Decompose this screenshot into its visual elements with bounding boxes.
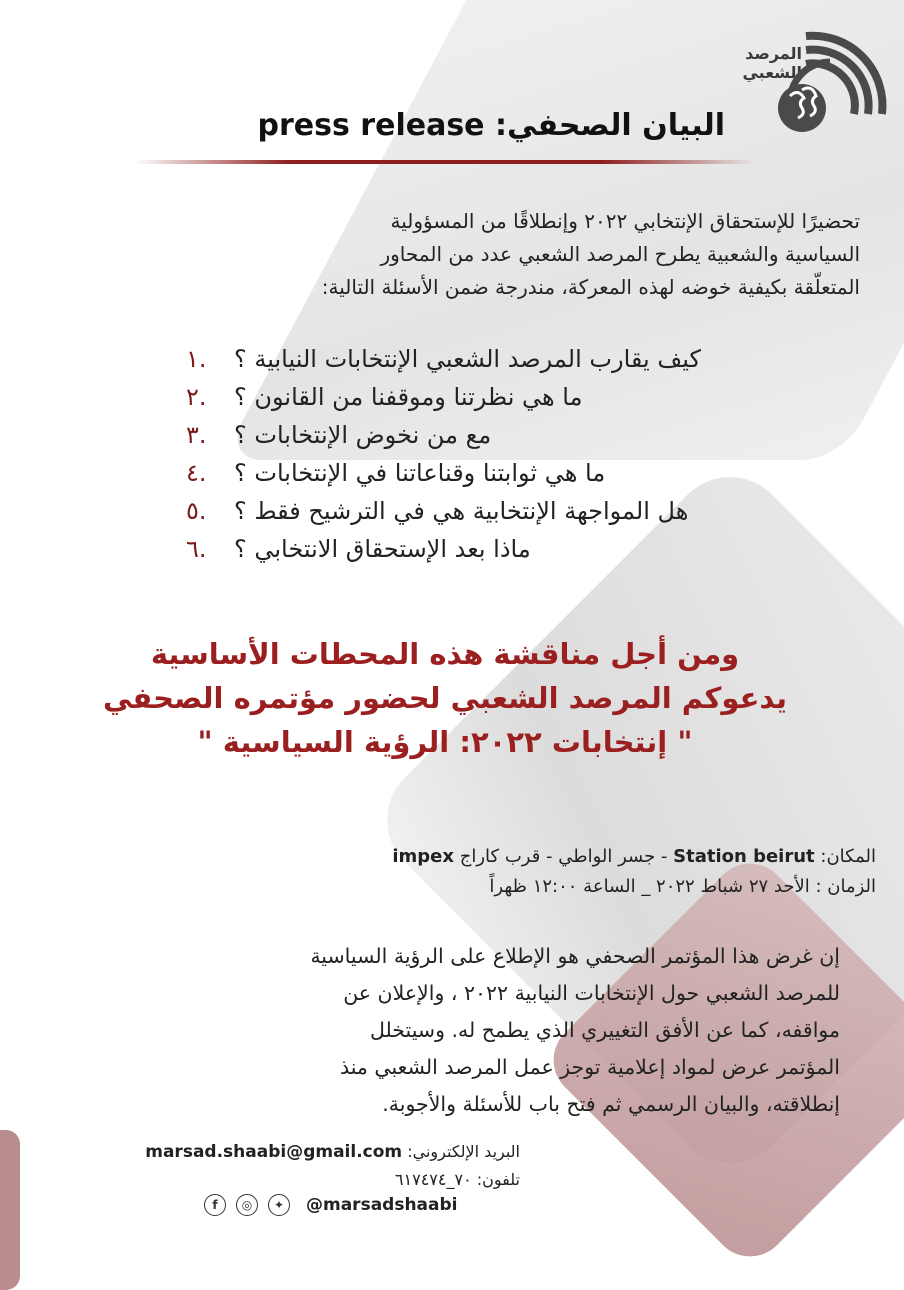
question-number: .٦ <box>186 535 207 563</box>
phone-row <box>30 1166 520 1193</box>
question-item <box>180 454 880 492</box>
purpose-line: إنطلاقته، والبيان الرسمي ثم فتح باب للأسئلة والأجوبة. <box>382 1092 840 1116</box>
event-time: الزمان : الأحد ٢٧ شباط ٢٠٢٢ _ الساعة ١٢:٠٠ ظهراً <box>489 876 876 897</box>
purpose-line: مواقفه، كما عن الأفق التغييري الذي يطمح له. وسيتخلل <box>370 1018 840 1042</box>
place-venue: Station beirut <box>673 846 815 867</box>
question-number: .٥ <box>186 497 207 525</box>
purpose-line: إن غرض هذا المؤتمر الصحفي هو الإطلاع على الرؤية السياسية <box>310 944 840 968</box>
purpose-paragraph <box>60 938 840 1123</box>
background-left-bar <box>0 1130 20 1290</box>
question-number: .١ <box>186 345 207 373</box>
event-details <box>180 842 876 902</box>
place-rest: - جسر الواطي - قرب كاراج <box>459 846 668 867</box>
email-label: البريد الإلكتروني: <box>407 1142 520 1161</box>
phone-number[interactable]: ٧٠_٦١٧٤٧٤ <box>394 1170 472 1189</box>
question-text: ما هي نظرتنا وموقفنا من القانون ؟ <box>234 383 583 411</box>
intro-paragraph <box>70 205 860 304</box>
email-row <box>30 1138 520 1166</box>
question-number: .٤ <box>186 459 207 487</box>
social-handle[interactable]: @marsadshaabi <box>306 1195 458 1215</box>
instagram-icon[interactable]: ◎ <box>236 1194 258 1216</box>
facebook-icon[interactable]: f <box>204 1194 226 1216</box>
question-text: ما هي ثوابتنا وقناعاتنا في الإنتخابات ؟ <box>234 459 606 487</box>
social-links <box>204 1192 504 1218</box>
question-item <box>180 492 880 530</box>
question-item <box>180 340 880 378</box>
intro-line: تحضيرًا للإستحقاق الإنتخابي ٢٠٢٢ وإنطلاقًا من المسؤولية <box>390 209 860 233</box>
broadcast-logo-icon <box>770 30 890 140</box>
question-number: .٢ <box>186 383 207 411</box>
title-underline <box>135 160 755 164</box>
invitation-line: " إنتخابات ٢٠٢٢: الرؤية السياسية " <box>197 725 693 759</box>
question-item <box>180 378 880 416</box>
purpose-line: المؤتمر عرض لمواد إعلامية توجز عمل المرصد الشعبي منذ <box>339 1055 840 1079</box>
intro-line: السياسية والشعبية يطرح المرصد الشعبي عدد من المحاور <box>380 242 860 266</box>
question-text: كيف يقارب المرصد الشعبي الإنتخابات النيابية ؟ <box>234 345 701 373</box>
event-place <box>180 842 876 872</box>
place-label: المكان: <box>820 846 876 867</box>
twitter-icon[interactable]: ✦ <box>268 1194 290 1216</box>
question-item <box>180 530 880 568</box>
logo-text: المرصد الشعبي <box>742 44 802 82</box>
email-link[interactable]: marsad.shaabi@gmail.com <box>145 1142 403 1162</box>
question-text: هل المواجهة الإنتخابية هي في الترشيح فقط ؟ <box>234 497 689 525</box>
invitation-line: يدعوكم المرصد الشعبي لحضور مؤتمره الصحفي <box>102 681 788 715</box>
invitation-line: ومن أجل مناقشة هذه المحطات الأساسية <box>150 637 740 671</box>
contact-block <box>30 1138 520 1193</box>
intro-line: المتعلّقة بكيفية خوضه لهذه المعركة، مندرجة ضمن الأسئلة التالية: <box>321 275 860 299</box>
invitation-block <box>20 632 870 764</box>
question-text: مع من نخوض الإنتخابات ؟ <box>234 421 492 449</box>
question-number: .٣ <box>186 421 207 449</box>
questions-list <box>180 340 880 568</box>
question-item <box>180 416 880 454</box>
page-title: البيان الصحفي: press release <box>257 108 725 143</box>
place-garage: impex <box>392 846 454 867</box>
question-text: ماذا بعد الإستحقاق الانتخابي ؟ <box>234 535 531 563</box>
phone-label: تلفون: <box>476 1170 520 1189</box>
purpose-line: للمرصد الشعبي حول الإنتخابات النيابية ٢٠٢٢ ، والإعلان عن <box>343 981 840 1005</box>
